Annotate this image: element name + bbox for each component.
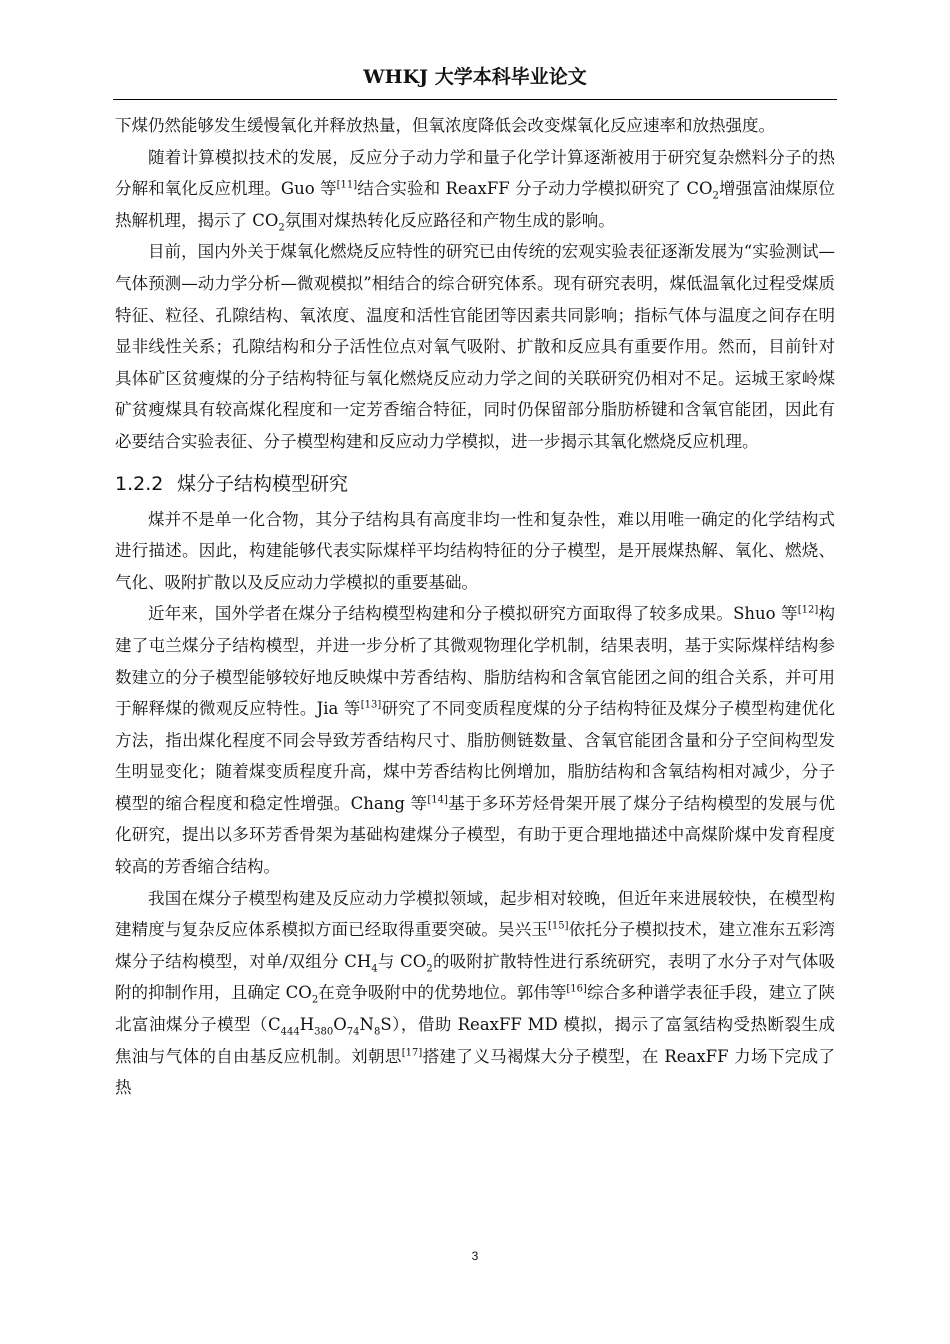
subscript: 4 <box>371 963 378 975</box>
header-rule <box>113 99 837 100</box>
paragraph-research-status: 目前，国内外关于煤氧化燃烧反应特性的研究已由传统的宏观实验表征逐渐发展为“实验测试—气体预测—动力学分析—微观模拟”相结合的综合研究体系。现有研究表明，煤低温氧化过程受煤质特征、粒径、孔隙结构、氧浓度、温度和活性官能团等因素共同影响；指标气体与温度之间存在明显非线性关系；孔隙结构和分子活性位点对氧气吸附、扩散和反应具有重要作用。然而，目前针对具体矿区贫瘦煤的分子结构特征与氧化燃烧反应动力学之间的关联研究仍相对不足。运城王家岭煤矿贫瘦煤具有较高煤化程度和一定芳香缩合特征，同时仍保留部分脂肪桥键和含氧官能团，因此有必要结合实验表征、分子模型构建和反应动力学模拟，进一步揭示其氧化燃烧反应机理。 <box>115 242 835 451</box>
text-run: 在竞争吸附中的优势地位。郭伟等 <box>318 983 567 1003</box>
paragraph-computational-simulation <box>115 142 835 237</box>
subscript: 8 <box>373 1026 381 1038</box>
citation-ref: [16] <box>566 983 587 995</box>
subscript: 380 <box>314 1026 334 1038</box>
text-run: 结合实验和 ReaxFF 分子动力学模拟研究了 CO <box>357 179 713 199</box>
subscript: 2 <box>311 994 319 1006</box>
text-run: 基于多环芳烃骨架开展了煤分子结构模型的发展与优化研究，提出以多环芳香骨架为基础构建煤分子模型，有助于更合理地描述中高煤阶煤中发育程度较高的芳香缩合结构。 <box>115 793 836 877</box>
paragraph-domestic-research <box>115 883 835 1104</box>
citation-ref: [15] <box>548 920 569 932</box>
section-title: 煤分子结构模型研究 <box>177 472 349 495</box>
subscript: 74 <box>346 1026 360 1038</box>
citation-ref: [14] <box>427 794 448 806</box>
text-run: N <box>359 1015 374 1035</box>
citation-ref: [17] <box>401 1047 423 1059</box>
subscript: 2 <box>712 190 719 202</box>
text-run: 搭建了义马褐煤大分子模型，在 ReaxFF 力场下完成了热 <box>115 1046 836 1098</box>
text-run: 增强富油煤原位热解机理，揭示了 CO <box>115 179 835 230</box>
text-run: 随着计算模拟技术的发展，反应分子动力学和量子化学计算逐渐被用于研究复杂燃料分子的热分解和氧化反应机理。Guo 等 <box>115 147 835 199</box>
text-run: 构建了屯兰煤分子结构模型，并进一步分析了其微观物理化学机制，结果表明，基于实际煤样结构参数建立的分子模型能够较好地反映煤中芳香结构、脂肪结构和含氧官能团之间的组合关系，并可用于解释煤的微观反应特性。Jia 等 <box>115 604 835 719</box>
text-run: 研究了不同变质程度煤的分子结构特征及煤分子模型构建优化方法，指出煤化程度不同会导致芳香结构尺寸、脂肪侧链数量、含氧官能团含量和分子空间构型发生明显变化；随着煤变质程度升高，煤中芳香结构比例增加，脂肪结构和含氧结构相对减少，分子模型的缩合程度和稳定性增强。Chang 等 <box>115 699 836 813</box>
citation-ref: [11] <box>336 179 358 191</box>
text-run: 与 CO <box>377 951 427 971</box>
text-run: 我国在煤分子模型构建及反应动力学模拟领域，起步相对较晚，但近年来进展较快，在模型构建精度与复杂反应体系模拟方面已经取得重要突破。吴兴玉 <box>115 888 835 940</box>
paragraph-foreign-research <box>115 598 835 882</box>
paragraph-continuation: 下煤仍然能够发生缓慢氧化并释放热量，但氧浓度降低会改变煤氧化反应速率和放热强度。 <box>115 116 775 135</box>
page-number: 3 <box>471 1249 479 1263</box>
running-header: WHKJ 大学本科毕业论文 <box>363 66 587 88</box>
text-run: 依托分子模拟技术，建立准东五彩湾煤分子结构模型，对单/双组分 CH <box>115 920 836 971</box>
text-run: 的吸附扩散特性进行系统研究，表明了水分子对气体吸附的抑制作用，且确定 CO <box>115 951 835 1003</box>
text-run: 综合多种谱学表征手段，建立了陕北富油煤分子模型（C <box>115 983 836 1035</box>
citation-ref: [13] <box>360 699 382 711</box>
page-body <box>115 110 835 1104</box>
subscript: 2 <box>426 963 433 975</box>
text-run: O <box>333 1015 347 1035</box>
paragraph-coal-structure-intro: 煤并不是单一化合物，其分子结构具有高度非均一性和复杂性，难以用唯一确定的化学结构式进行描述。因此，构建能够代表实际煤样平均结构特征的分子模型，是开展煤热解、氧化、燃烧、气化、吸附扩散以及反应动力学模拟的重要基础。 <box>115 509 835 592</box>
citation-ref: [12] <box>797 604 819 616</box>
subscript: 2 <box>278 222 285 234</box>
text-run: 近年来，国外学者在煤分子结构模型构建和分子模拟研究方面取得了较多成果。Shuo 等 <box>148 604 798 624</box>
text-run: 氛围对煤热转化反应路径和产物生成的影响。 <box>284 210 615 230</box>
text-run: S），借助 ReaxFF MD 模拟，揭示了富氢结构受热断裂生成焦油与气体的自由基反应机制。刘朝思 <box>115 1015 836 1066</box>
section-number: 1.2.2 <box>115 472 164 495</box>
subscript: 444 <box>280 1026 300 1038</box>
section-heading <box>115 470 835 498</box>
text-run: H <box>299 1015 315 1035</box>
